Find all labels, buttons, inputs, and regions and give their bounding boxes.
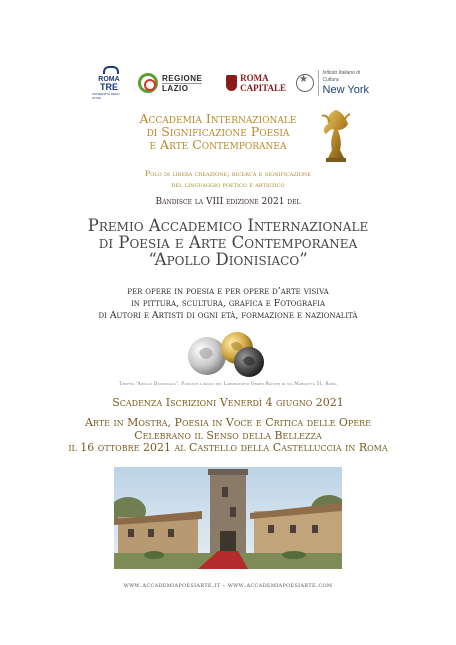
- academy-title-line: di Significazione Poesia: [146, 124, 290, 139]
- announcement-text: Bandisce la VIII edizione 2021 del: [155, 197, 301, 207]
- academy-title-line: Accademia Internazionale: [139, 111, 297, 126]
- castello-photo: [114, 467, 342, 569]
- event-line: Arte in Mostra, Poesia in Voce e Critica delle Opere: [84, 416, 372, 429]
- istituto-cultura-logo: [296, 66, 376, 100]
- academy-subtitle: [80, 168, 376, 190]
- republic-emblem-icon: [296, 74, 314, 92]
- shield-icon: [226, 75, 237, 91]
- eligibility-line: di Autori e Artisti di ogni età, formazione e nazionalità: [98, 310, 358, 321]
- eligibility-text: [30, 286, 426, 322]
- istituto-line2: New York: [322, 84, 370, 96]
- golden-statue-icon: [316, 106, 356, 164]
- deadline-text: Scadenza Iscrizioni Venerdì 4 giugno 2021: [112, 396, 344, 409]
- academy-title: [118, 112, 318, 151]
- roma-capitale-line2: CAPITALE: [240, 83, 286, 93]
- event-text: [30, 417, 426, 455]
- roma-tre-line1: ROMA: [98, 76, 120, 83]
- event-line: Celebrano il Senso della Bellezza: [134, 428, 322, 442]
- website-links[interactable]: www.accademiapoesiarte.it - www.accademiapoesiarte.com: [123, 581, 333, 589]
- trophy-medals-image: [185, 330, 271, 378]
- istituto-line1: Istituto Italiano di Cultura: [322, 70, 361, 83]
- arch-icon: [100, 66, 118, 76]
- eligibility-line: per opere in poesia e per opere d’arte visiva: [127, 286, 329, 297]
- roma-tre-line3: UNIVERSITÀ DEGLI STUDI: [92, 92, 120, 100]
- roma-tre-line2: TRE: [100, 82, 118, 92]
- prize-title-line: di Poesia e Arte Contemporanea: [98, 233, 358, 252]
- prize-title-line: “Apollo Dionisiaco”: [148, 250, 308, 269]
- roma-capitale-logo: [226, 66, 286, 100]
- lazio-line2: LAZIO: [162, 83, 189, 93]
- trophy-caption: Trofeo “Apollo Dionisiaco”. Fusione a mano del Laboratorio Orafo Rocchi di via Margutta 51, Roma: [119, 382, 337, 387]
- roma-tre-logo: [92, 66, 126, 100]
- roma-capitale-line1: ROMA: [240, 73, 269, 83]
- event-line: il 16 ottobre 2021 al Castello della Castelluccia in Roma: [68, 441, 388, 454]
- lazio-line1: REGIONE: [162, 73, 203, 83]
- academy-subtitle-line: Polo di libera creazione, ricerca e significazione: [145, 169, 311, 178]
- prize-title: [30, 217, 426, 268]
- prize-title-line: Premio Accademico Internazionale: [87, 216, 369, 235]
- lazio-emblem-icon: [138, 73, 158, 93]
- eligibility-line: in pittura, scultura, grafica e Fotografia: [130, 298, 326, 309]
- academy-subtitle-line: del linguaggio poetico e artistico: [171, 180, 285, 189]
- regione-lazio-logo: [138, 66, 208, 100]
- academy-title-line: e Arte Contemporanea: [149, 137, 287, 152]
